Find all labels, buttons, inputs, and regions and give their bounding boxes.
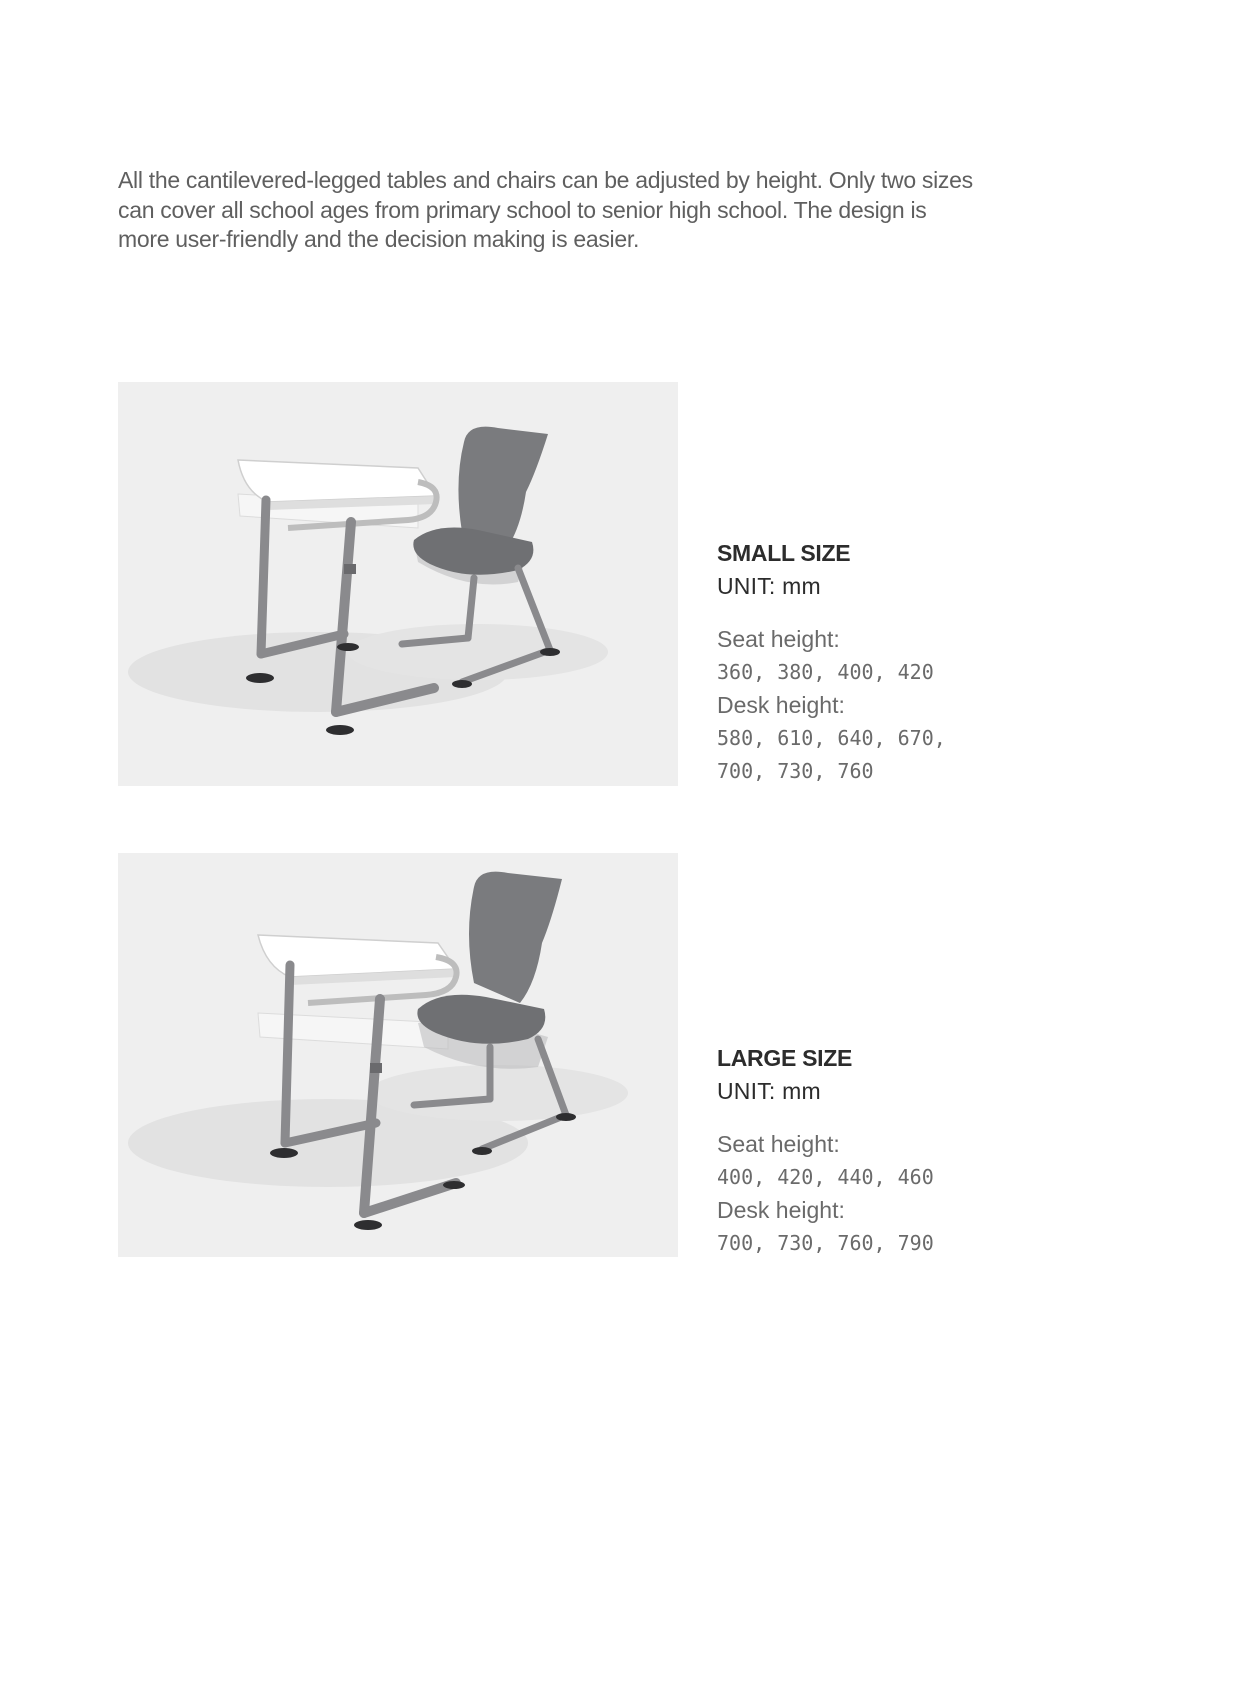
small-desk-height-values: 580, 610, 640, 670, 700, 730, 760 <box>717 726 958 783</box>
large-seat-height-values: 400, 420, 440, 460 <box>717 1165 934 1189</box>
large-size-unit: UNIT: mm <box>717 1078 821 1104</box>
small-size-unit: UNIT: mm <box>717 573 821 599</box>
large-size-specs <box>717 1042 1017 1260</box>
small-size-title: SMALL SIZE <box>717 540 851 566</box>
small-size-specs <box>717 537 1017 788</box>
small-desk-chair-photo <box>118 382 678 786</box>
small-seat-height-values: 360, 380, 400, 420 <box>717 660 934 684</box>
large-size-title: LARGE SIZE <box>717 1045 853 1071</box>
intro-paragraph: All the cantilevered-legged tables and chairs can be adjusted by height. Only two sizes can cover all school ages from primary school to senior high school. The design is more user-friendly and the decision making is easier. <box>118 167 973 252</box>
large-seat-height-label: Seat height: <box>717 1131 840 1157</box>
large-desk-height-values: 700, 730, 760, 790 <box>717 1231 934 1255</box>
small-seat-height-label: Seat height: <box>717 626 840 652</box>
small-desk-height-label: Desk height: <box>717 692 845 718</box>
large-desk-height-label: Desk height: <box>717 1197 845 1223</box>
large-desk-chair-photo <box>118 853 678 1257</box>
